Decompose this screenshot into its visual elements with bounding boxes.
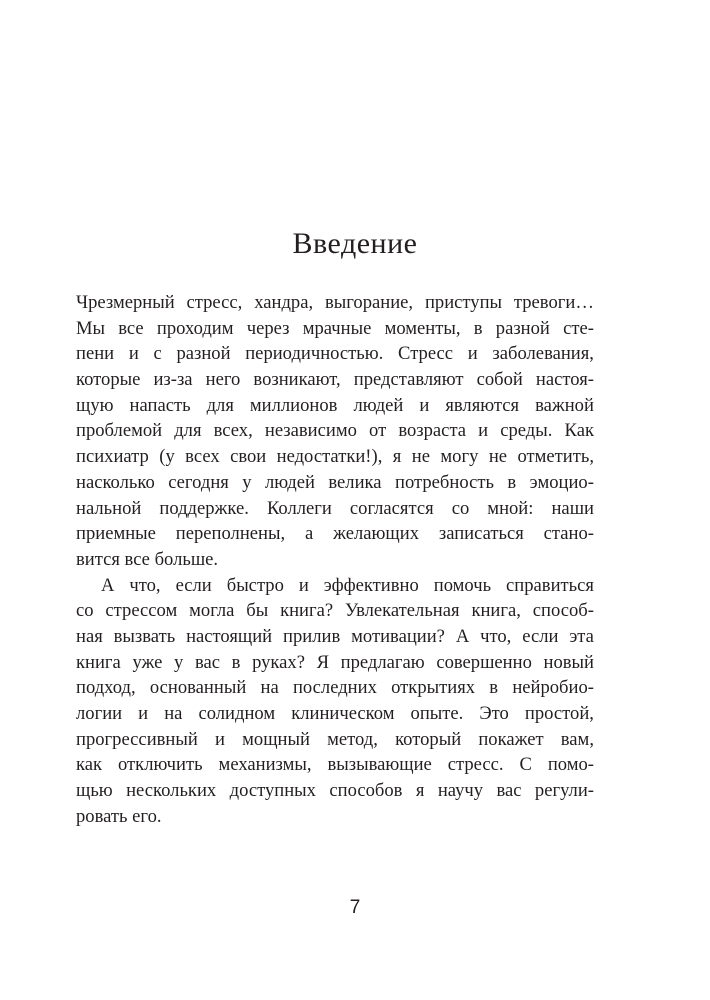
- text-line: которые из-за него возникают, представляют собой настоя-: [76, 369, 594, 391]
- text-line: книга уже у вас в руках? Я предлагаю совершенно новый: [76, 651, 594, 673]
- paragraph: [76, 573, 594, 830]
- text-line: вится все больше.: [76, 548, 219, 570]
- text-line: со стрессом могла бы книга? Увлекательная книга, способ-: [76, 600, 594, 622]
- text-line: логии и на солидном клиническом опыте. Это простой,: [76, 703, 594, 724]
- body-text: [76, 290, 594, 829]
- text-line: щью нескольких доступных способов я научу вас регули-: [76, 780, 594, 802]
- text-line: психиатр (у всех свои недостатки!), я не могу не отметить,: [76, 446, 594, 468]
- text-line: прогрессивный и мощный метод, который покажет вам,: [76, 728, 594, 750]
- chapter-title: Введение: [292, 227, 418, 260]
- text-line: ровать его.: [76, 805, 162, 827]
- text-line: как отключить механизмы, вызывающие стресс. С помо-: [76, 754, 594, 776]
- text-line: приемные переполнены, а желающих записаться стано-: [76, 523, 594, 545]
- text-line: подход, основанный на последних открытиях в нейробио-: [76, 677, 594, 699]
- text-line: насколько сегодня у людей велика потребность в эмоцио-: [76, 471, 594, 493]
- paragraph: [76, 290, 594, 573]
- text-line: пени и с разной периодичностью. Стресс и заболевания,: [76, 343, 594, 365]
- text-line: щую напасть для миллионов людей и являются важной: [76, 394, 594, 416]
- text-line: проблемой для всех, независимо от возраста и среды. Как: [76, 420, 594, 442]
- text-line: А что, если быстро и эффективно помочь справиться: [101, 574, 594, 596]
- page-number: 7: [349, 897, 361, 918]
- text-line: нальной поддержке. Коллеги согласятся со мной: наши: [76, 497, 594, 519]
- text-line: Мы все проходим через мрачные моменты, в разной сте-: [76, 317, 594, 339]
- text-line: ная вызвать настоящий прилив мотивации? А что, если эта: [76, 625, 594, 647]
- text-line: Чрезмерный стресс, хандра, выгорание, приступы тревоги…: [76, 292, 594, 313]
